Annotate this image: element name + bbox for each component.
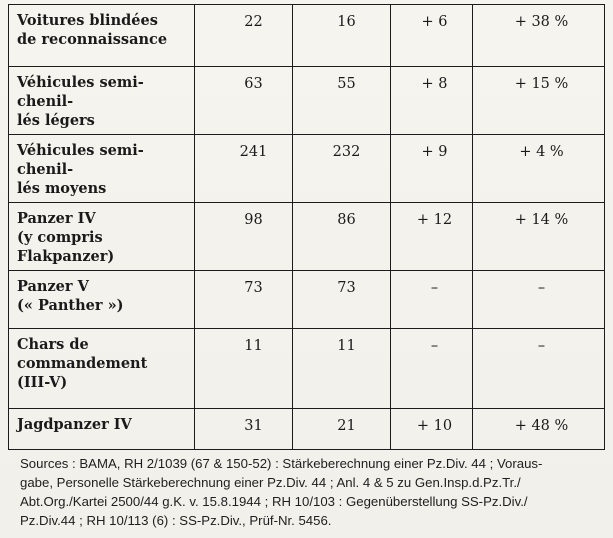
percent-cell: + 4 % xyxy=(473,135,605,203)
percent-cell: + 38 % xyxy=(473,5,605,67)
vehicle-comparison-table xyxy=(8,4,605,450)
value-cell-2: 232 xyxy=(293,135,391,203)
value-cell-1: 63 xyxy=(195,67,293,135)
value-cell-1: 22 xyxy=(195,5,293,67)
value-cell-2: 16 xyxy=(293,5,391,67)
table-row xyxy=(9,135,605,203)
value-cell-2: 21 xyxy=(293,409,391,450)
difference-cell: + 12 xyxy=(391,203,473,271)
value-cell-1: 241 xyxy=(195,135,293,203)
difference-cell: – xyxy=(391,271,473,329)
row-label xyxy=(9,203,195,271)
percent-cell: + 14 % xyxy=(473,203,605,271)
row-label xyxy=(9,5,195,67)
row-label-line: Chars de xyxy=(17,336,89,353)
percent-cell: – xyxy=(473,271,605,329)
table-row xyxy=(9,67,605,135)
table-row xyxy=(9,203,605,271)
percent-cell: + 15 % xyxy=(473,67,605,135)
sources-line: Sources : BAMA, RH 2/1039 (67 & 150-52) : Stärkeberechnung einer Pz.Div. 44 ; Voraus- xyxy=(20,456,543,471)
value-cell-1: 98 xyxy=(195,203,293,271)
value-cell-1: 73 xyxy=(195,271,293,329)
row-label-line: (« Panther ») xyxy=(17,297,124,314)
value-cell-2: 73 xyxy=(293,271,391,329)
difference-cell: + 9 xyxy=(391,135,473,203)
value-cell-1: 11 xyxy=(195,329,293,409)
table-row xyxy=(9,329,605,409)
percent-cell: – xyxy=(473,329,605,409)
row-label-line: Panzer V xyxy=(17,278,89,295)
table-row xyxy=(9,5,605,67)
difference-cell: + 6 xyxy=(391,5,473,67)
row-label-line: Jagdpanzer IV xyxy=(17,416,132,433)
row-label-line: lés légers xyxy=(17,112,95,129)
row-label-line: Véhicules semi-chenil- xyxy=(17,74,144,110)
row-label-line: (y compris Flakpanzer) xyxy=(17,229,115,265)
row-label-line: Panzer IV xyxy=(17,210,96,227)
sources-line: Pz.Div.44 ; RH 10/113 (6) : SS-Pz.Div., Prüf-Nr. 5456. xyxy=(20,513,332,528)
difference-cell: + 8 xyxy=(391,67,473,135)
sources-note xyxy=(20,454,600,530)
row-label xyxy=(9,135,195,203)
row-label-line: commandement xyxy=(17,355,148,372)
percent-cell: + 48 % xyxy=(473,409,605,450)
difference-cell: + 10 xyxy=(391,409,473,450)
row-label xyxy=(9,67,195,135)
value-cell-2: 55 xyxy=(293,67,391,135)
row-label-line: de reconnaissance xyxy=(17,31,168,48)
value-cell-1: 31 xyxy=(195,409,293,450)
row-label-line: Voitures blindées xyxy=(17,12,158,29)
row-label-line: lés moyens xyxy=(17,180,107,197)
row-label xyxy=(9,409,195,450)
sources-line: Abt.Org./Kartei 2500/44 g.K. v. 15.8.1944 ; RH 10/103 : Gegenüberstellung SS-Pz.Div./ xyxy=(20,494,528,509)
table-row xyxy=(9,271,605,329)
sources-line: gabe, Personelle Stärkeberechnung einer Pz.Div. 44 ; Anl. 4 & 5 zu Gen.Insp.d.Pz.Tr./ xyxy=(20,475,521,490)
row-label-line: Véhicules semi-chenil- xyxy=(17,142,144,178)
row-label-line: (III-V) xyxy=(17,374,68,391)
table-row xyxy=(9,409,605,450)
row-label xyxy=(9,271,195,329)
value-cell-2: 86 xyxy=(293,203,391,271)
difference-cell: – xyxy=(391,329,473,409)
value-cell-2: 11 xyxy=(293,329,391,409)
row-label xyxy=(9,329,195,409)
